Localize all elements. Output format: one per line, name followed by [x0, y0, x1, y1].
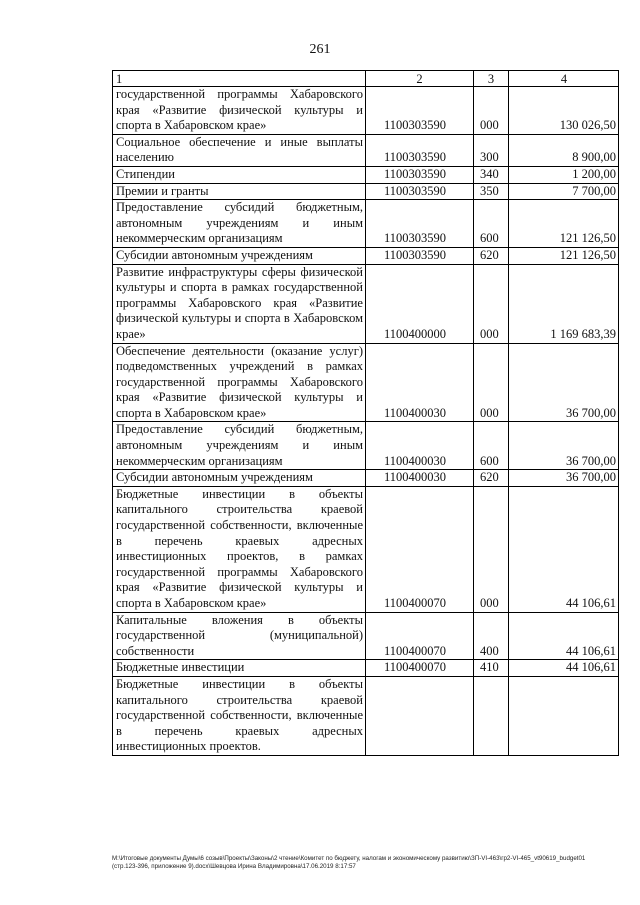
row-amount-cell: 36 700,00	[509, 422, 619, 470]
table-row	[113, 422, 619, 470]
row-name-cell: государственной программы Хабаровского края «Развитие физической культуры и спорта в Хабаровском крае»	[113, 87, 366, 135]
table-row	[113, 470, 619, 487]
table-row	[113, 343, 619, 422]
row-amount-cell: 8 900,00	[509, 134, 619, 166]
row-code-cell: 1100303590	[366, 134, 474, 166]
row-name-cell: Бюджетные инвестиции в объекты капитального строительства краевой государственной собственности, включенные в перечень краевых адресных инвестиционных проектов, в рамках государственной программы Хабаровского края «Развитие физической культуры и спорта в Хабаровском крае»	[113, 486, 366, 612]
row-type-cell: 340	[474, 166, 509, 183]
table-row	[113, 660, 619, 677]
table-row	[113, 612, 619, 660]
row-type-cell: 620	[474, 247, 509, 264]
row-type-cell: 600	[474, 422, 509, 470]
row-code-cell: 1100400030	[366, 470, 474, 487]
header-col-3: 3	[474, 71, 509, 87]
table-row	[113, 247, 619, 264]
row-type-cell: 620	[474, 470, 509, 487]
row-code-cell: 1100303590	[366, 183, 474, 200]
row-name-cell: Предоставление субсидий бюджетным, автономным учреждениям и иным некоммерческим организациям	[113, 422, 366, 470]
row-amount-cell: 44 106,61	[509, 612, 619, 660]
budget-table	[112, 70, 619, 756]
row-amount-cell: 44 106,61	[509, 660, 619, 677]
row-type-cell: 000	[474, 87, 509, 135]
row-type-cell: 350	[474, 183, 509, 200]
row-amount-cell: 36 700,00	[509, 343, 619, 422]
row-amount-cell	[509, 676, 619, 755]
table-row	[113, 166, 619, 183]
table-row	[113, 486, 619, 612]
table-row	[113, 676, 619, 755]
row-code-cell: 1100303590	[366, 166, 474, 183]
row-amount-cell: 1 169 683,39	[509, 264, 619, 343]
table-row	[113, 200, 619, 248]
row-type-cell: 600	[474, 200, 509, 248]
header-col-1: 1	[113, 71, 366, 87]
row-name-cell: Субсидии автономным учреждениям	[113, 470, 366, 487]
table-row	[113, 87, 619, 135]
row-type-cell: 000	[474, 343, 509, 422]
row-type-cell	[474, 676, 509, 755]
table-row	[113, 134, 619, 166]
file-path-footer: M:\Итоговые документы Думы\6 созыв\Проекты\Законы\2 чтение\Комитет по бюджету, налогам и экономическому развитию\ЗП-VI-463\гр2-VI-465_vt90619_budget01 (стр.123-396, приложение 9).docx\Шевцова Ирина Владимировна\17.06.2019 8:17:57	[112, 855, 586, 870]
row-name-cell: Бюджетные инвестиции	[113, 660, 366, 677]
page-number: 261	[309, 42, 331, 57]
header-col-4: 4	[509, 71, 619, 87]
row-name-cell: Развитие инфраструктуры сферы физической культуры и спорта в рамках государственной программы Хабаровского края «Развитие физической культуры и спорта в Хабаровском крае»	[113, 264, 366, 343]
row-amount-cell: 1 200,00	[509, 166, 619, 183]
row-name-cell: Капитальные вложения в объекты государственной (муниципальной) собственности	[113, 612, 366, 660]
row-amount-cell: 7 700,00	[509, 183, 619, 200]
row-code-cell: 1100303590	[366, 87, 474, 135]
row-code-cell: 1100400070	[366, 660, 474, 677]
row-type-cell: 000	[474, 264, 509, 343]
row-name-cell: Социальное обеспечение и иные выплаты населению	[113, 134, 366, 166]
table-header-row	[113, 71, 619, 87]
row-name-cell: Предоставление субсидий бюджетным, автономным учреждениям и иным некоммерческим организациям	[113, 200, 366, 248]
row-amount-cell: 121 126,50	[509, 200, 619, 248]
row-type-cell: 410	[474, 660, 509, 677]
row-code-cell: 1100303590	[366, 200, 474, 248]
row-type-cell: 000	[474, 486, 509, 612]
row-code-cell: 1100400000	[366, 264, 474, 343]
row-name-cell: Субсидии автономным учреждениям	[113, 247, 366, 264]
row-name-cell: Стипендии	[113, 166, 366, 183]
row-code-cell	[366, 676, 474, 755]
row-code-cell: 1100400030	[366, 343, 474, 422]
row-name-cell: Обеспечение деятельности (оказание услуг) подведомственных учреждений в рамках государственной программы Хабаровского края «Развитие физической культуры и спорта в Хабаровском крае»	[113, 343, 366, 422]
row-name-cell: Премии и гранты	[113, 183, 366, 200]
row-amount-cell: 36 700,00	[509, 470, 619, 487]
header-col-2: 2	[366, 71, 474, 87]
row-amount-cell: 44 106,61	[509, 486, 619, 612]
table-row	[113, 264, 619, 343]
row-type-cell: 300	[474, 134, 509, 166]
table-row	[113, 183, 619, 200]
row-code-cell: 1100303590	[366, 247, 474, 264]
row-type-cell: 400	[474, 612, 509, 660]
row-code-cell: 1100400030	[366, 422, 474, 470]
row-code-cell: 1100400070	[366, 612, 474, 660]
row-amount-cell: 130 026,50	[509, 87, 619, 135]
row-amount-cell: 121 126,50	[509, 247, 619, 264]
row-code-cell: 1100400070	[366, 486, 474, 612]
row-name-cell: Бюджетные инвестиции в объекты капитального строительства краевой государственной собственности, включенные в перечень краевых адресных инвестиционных проектов.	[113, 676, 366, 755]
